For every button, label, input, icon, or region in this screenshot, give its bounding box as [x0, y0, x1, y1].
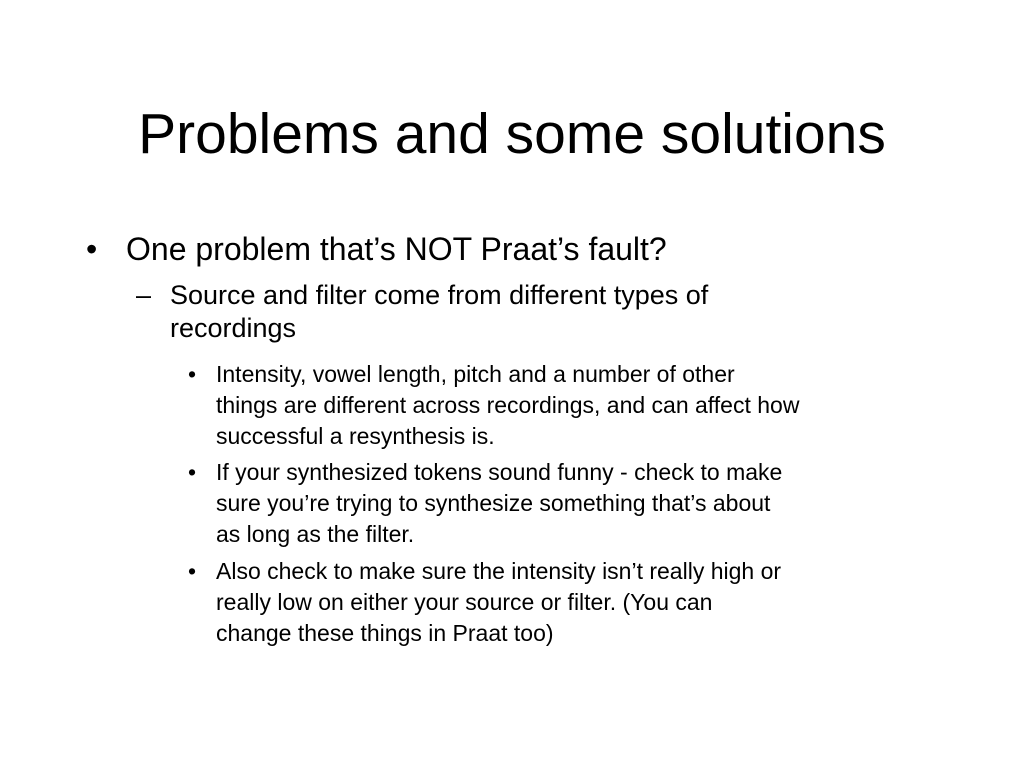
bullet-level1-text: One problem that’s NOT Praat’s fault?: [126, 231, 667, 267]
text-line: recordings: [170, 313, 297, 343]
text-line: things are different across recordings, and can affect how: [216, 392, 800, 418]
slide-title: Problems and some solutions: [138, 102, 886, 166]
bullet-level2-text: [170, 279, 870, 345]
dash-marker: –: [136, 280, 152, 310]
text-line: Intensity, vowel length, pitch and a number of other: [216, 361, 735, 387]
bullet-marker: •: [86, 231, 98, 267]
text-line: as long as the filter.: [216, 521, 415, 547]
bullet-marker: •: [188, 459, 197, 485]
bullet-level3-text: [216, 457, 944, 550]
text-line: change these things in Praat too): [216, 620, 554, 646]
text-line: sure you’re trying to synthesize something that’s about: [216, 490, 771, 516]
text-line: successful a resynthesis is.: [216, 423, 495, 449]
text-line: If your synthesized tokens sound funny - check to make: [216, 459, 783, 485]
bullet-marker: •: [188, 558, 197, 584]
bullet-level3-text: [216, 359, 944, 452]
text-line: really low on either your source or filter. (You can: [216, 589, 713, 615]
text-line: Also check to make sure the intensity isn’t really high or: [216, 558, 782, 584]
bullet-marker: •: [188, 361, 197, 387]
text-line: Source and filter come from different types of: [170, 280, 709, 310]
bullet-level3-text: [216, 556, 944, 649]
